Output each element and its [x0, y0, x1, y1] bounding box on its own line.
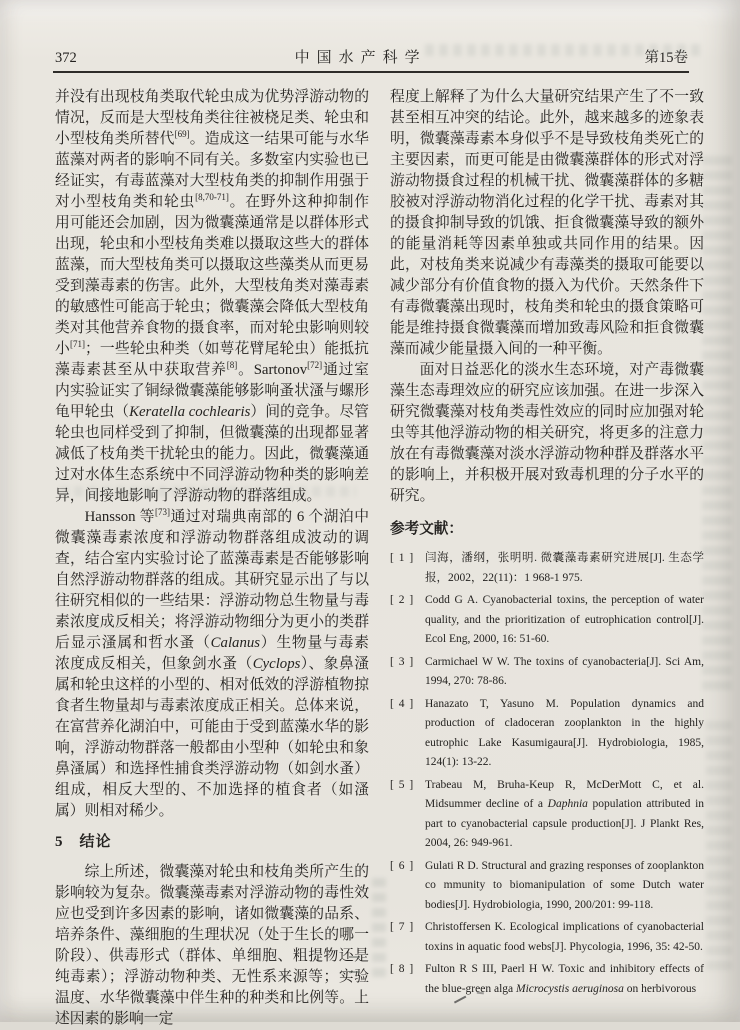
page-header [55, 46, 688, 67]
reference-item [390, 776, 704, 854]
section-heading: 5 结论 [55, 834, 112, 850]
references-heading: 参考文献： [390, 521, 463, 537]
reference-label: [ 1 ] [390, 552, 415, 564]
reference-label: [ 7 ] [390, 921, 415, 933]
reference-item [390, 695, 704, 773]
scan-edge-mark [349, 956, 360, 973]
reference-text: 闫海，潘纲，张明明. 微囊藻毒素研究进展[J]. 生态学报，2002，22(11)：1 968-1 975. [425, 552, 704, 584]
reference-item [390, 549, 704, 588]
reference-text: Trabeau M, Bruha-Keup R, McDerMott C, et al. Midsummer decline of a Daphnia population attributed in part to cyanobacterial capsule production[J]. J Plankt Res, 2004, 26: 949-961. [425, 778, 705, 849]
page-number: 372 [55, 50, 77, 66]
reference-text: Gulati R D. Structural and grazing responses of zooplankton co mmunity to biomanipulation of some Dutch water bodies[J]. Hydrobiologia, 1990, 200/201: 99-118. [425, 859, 704, 911]
paragraph: 综上所述，微囊藻对轮虫和枝角类所产生的影响较为复杂。微囊藻毒素对浮游动物的毒性效应也受到许多因素的影响，诸如微囊藻的品系、培养条件、藻细胞的生理状况（处于生长的哪一阶段）、供毒形式（群体、单细胞、粗提物还是纯毒素）；浮游动物种类、无性系来源等；实验温度、水华微囊藻中伴生种的种类和比例等。上述因素的影响一定 [55, 864, 369, 1027]
reference-label: [ 5 ] [390, 778, 415, 791]
reference-item [390, 857, 704, 916]
left-column [55, 87, 369, 1030]
header-rule [53, 71, 689, 73]
paragraph: Hansson 等[73]通过对瑞典南部的 6 个湖泊中微囊藻毒素浓度和浮游动物群落组成波动的调查，结合室内实验讨论了蓝藻毒素是否能够影响自然浮游动物群落的组成。其研究显示出了与以往研究相似的一些结果：浮游动物总生物量与毒素浓度成反相关；将浮游动物细分为更小的类群后显示溞属和哲水蚤（Calanus）生物量与毒素浓度成反相关，但象剑水蚤（Cyclops）、象鼻溞属和轮虫这样的小型的、相对低效的浮游植物掠食者生物量却与毒素浓度成正相关。总体来说，在富营养化湖泊中，可能由于受到蓝藻水华的影响，浮游动物群落一般都由小型种（如轮虫和象鼻溞属）和选择性捕食类浮游动物（如剑水蚤）组成，相反大型的、不加选择的植食者（如溞属）则相对稀少。 [55, 507, 369, 819]
reference-label: [ 3 ] [390, 655, 415, 668]
reference-text: Codd G A. Cyanobacterial toxins, the perception of water quality, and the prioritization of eutrophication control[J]. Ecol Eng, 2000, 16: 51-60. [425, 594, 704, 645]
reference-text: Hanazato T, Yasuno M. Population dynamics and production of cladoceran zooplankton in the highly eutrophic Lake Kasumigaura[J]. Hydrobiologia, 1985, 124(1): 13-22. [425, 697, 704, 768]
paragraph: 面对日益恶化的淡水生态环境，对产毒微囊藻生态毒理效应的研究应该加强。在进一步深入研究微囊藻对枝角类毒性效应的同时应加强对轮虫等其他浮游动物的相关研究，将更多的注意力放在有毒微囊藻对淡水浮游动物种群及群落水平的影响上，并积极开展对致毒机理的分子水平的研究。 [390, 362, 704, 504]
bleedthrough-artifact [706, 720, 732, 970]
reference-label: [ 6 ] [390, 859, 415, 872]
reference-label: [ 2 ] [390, 594, 415, 606]
reference-text: Christoffersen K. Ecological implications of cyanobacterial toxins in aquatic food webs[J]. Phycologia, 1996, 35: 42-50. [425, 921, 704, 953]
paragraph: 程度上解释了为什么大量研究结果产生了不一致甚至相互冲突的结论。此外，越来越多的迹象表明，微囊藻毒素本身似乎不是导致枝角类死亡的主要因素，而更可能是由微囊藻群体的形式对浮游动物摄食过程的机械干扰、微囊藻群体的多糖胶被对浮游动物消化过程的化学干扰、毒素对其的摄食抑制导致的饥饿、拒食微囊藻导致的额外的能量消耗等因素单独或共同作用的结果。因此，对枝角类来说减少有毒藻类的摄取可能要以减少部分有价值食物的摄入为代价。天然条件下有毒微囊藻出现时，枝角类和轮虫的摄食策略可能是维持摄食微囊藻而增加致毒风险和拒食微囊藻而减少能量摄入间的一种平衡。 [390, 89, 704, 357]
reference-item [390, 960, 704, 999]
reference-text: Carmichael W W. The toxins of cyanobacteria[J]. Sci Am, 1994, 270: 78-86. [425, 655, 704, 687]
reference-item [390, 653, 704, 692]
bleedthrough-artifact [372, 872, 386, 977]
reference-label: [ 4 ] [390, 697, 415, 710]
right-column [390, 87, 704, 1002]
reference-list [390, 549, 704, 999]
paragraph: 并没有出现枝角类取代轮虫成为优势浮游动物的情况，反而是大型枝角类往往被桡足类、轮虫和小型枝角类所替代[69]。造成这一结果可能与水华蓝藻对两者的影响不同有关。多数室内实验也已经证实，有毒蓝藻对大型枝角类的抑制作用强于对小型枝角类和轮虫[8,70-71]。在野外这种抑制作用可能还会加剧，因为微囊藻通常是以群体形式出现，轮虫和小型枝角类难以摄取这些大的群体蓝藻，而大型枝角类可以摄取这些藻类从而更易受到藻毒素的伤害。此外，大型枝角类对藻毒素的敏感性可能高于轮虫；微囊藻会降低大型枝角类对其他营养食物的摄食率，而对轮虫影响则较小[71]；一些轮虫种类（如萼花臂尾轮虫）能抵抗藻毒素甚至从中获取营养[8]。Sartonov[72]通过室内实验证实了铜绿微囊藻能够影响蚤状溞与螺形龟甲轮虫（Keratella cochlearis）间的竞争。尽管轮虫也同样受到了抑制，但微囊藻的出现都显著减低了枝角类干扰轮虫的能力。因此，微囊藻通过对水体生态系统中不同浮游动物种类的影响差异，间接地影响了浮游动物的群落组成。 [55, 89, 369, 504]
journal-title: 中国水产科学 [294, 50, 427, 66]
pencil-mark [477, 989, 484, 995]
reference-item [390, 918, 704, 957]
bleedthrough-artifact [702, 150, 732, 690]
volume-label: 第15卷 [644, 50, 688, 66]
reference-text: Fulton R S III, Paerl H W. Toxic and inhibitory effects of the blue-green alga Microcystis aeruginosa on herbivorous [425, 963, 704, 995]
reference-item [390, 591, 704, 650]
reference-label: [ 8 ] [390, 963, 415, 975]
